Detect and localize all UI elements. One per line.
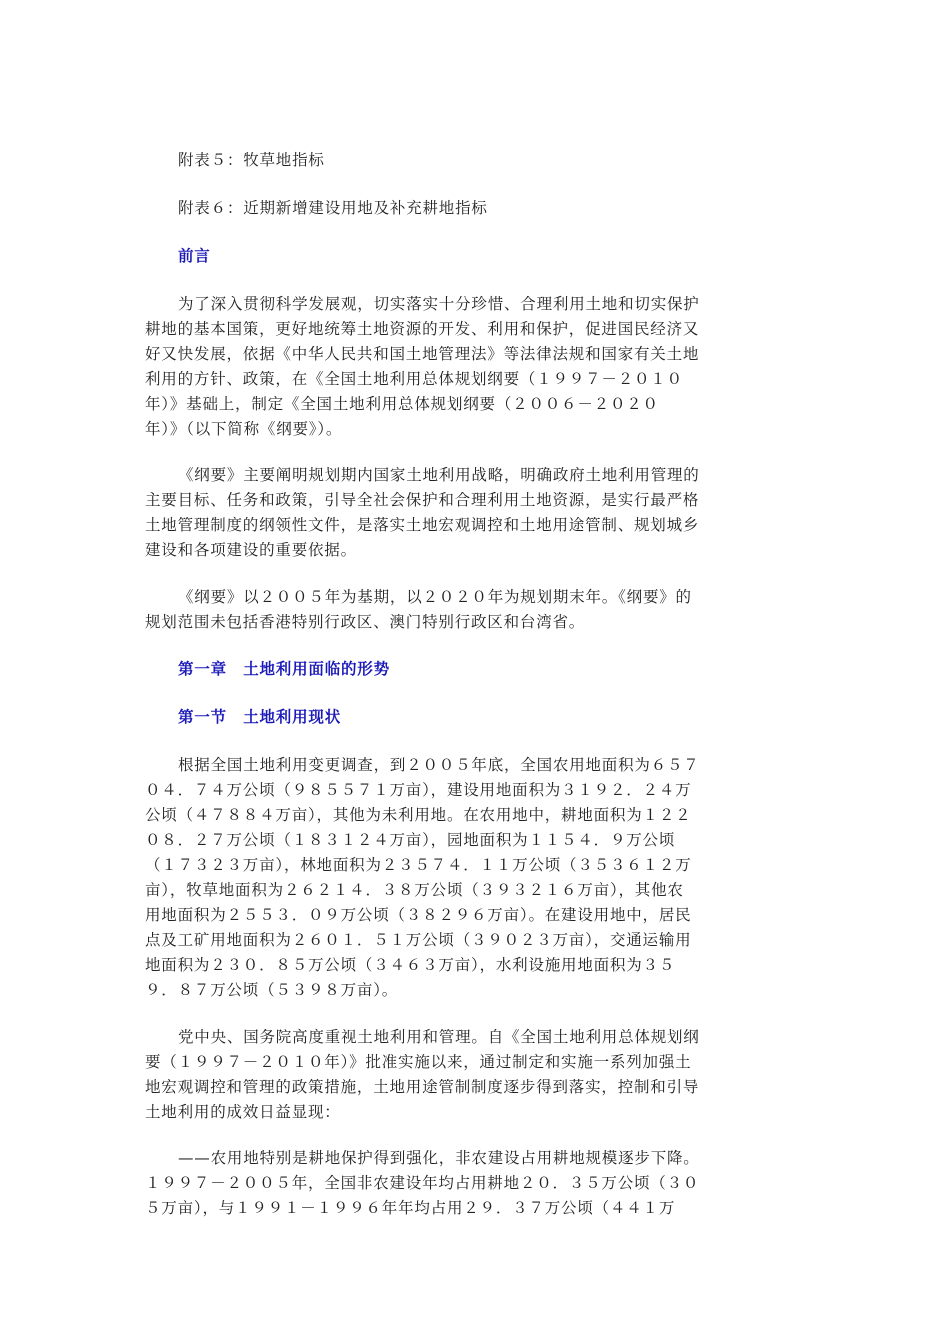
text-line: 建设和各项建设的重要依据。 <box>145 541 357 559</box>
text-line: ０８．２７万公顷（１８３１２４万亩），园地面积为１１５４．９万公顷 <box>145 831 676 849</box>
text-line: 用地面积为２５５３．０９万公顷（３８２９６万亩）。在建设用地中，居民 <box>145 906 692 924</box>
text-line: 利用的方针、政策，在《全国土地利用总体规划纲要（１９９７－２０１０ <box>145 370 683 388</box>
text-line: ０４．７４万公顷（９８５５７１万亩），建设用地面积为３１９２．２４万 <box>145 781 692 799</box>
text-line: 点及工矿用地面积为２６０１．５１万公顷（３９０２３万亩），交通运输用 <box>145 931 692 949</box>
text-line: 地面积为２３０．８５万公顷（３４６３万亩），水利设施用地面积为３５ <box>145 956 676 974</box>
text-line: ５万亩），与１９９１－１９９６年年均占用２９．３７万公顷（４４１万 <box>145 1199 676 1217</box>
text-line: 亩），牧草地面积为２６２１４．３８万公顷（３９３２１６万亩），其他农 <box>145 881 684 899</box>
text-line: 规划范围未包括香港特别行政区、澳门特别行政区和台湾省。 <box>145 613 586 631</box>
text-line: 公顷（４７８８４万亩），其他为未利用地。在农用地中，耕地面积为１２２ <box>145 806 692 824</box>
text-line: 党中央、国务院高度重视土地利用和管理。自《全国土地利用总体规划纲 <box>178 1028 700 1046</box>
chapter-heading: 第一章 土地利用面临的形势 <box>178 660 390 678</box>
text-line: ９．８７万公顷（５３９８万亩）。 <box>145 981 399 999</box>
text-line: 《纲要》以２００５年为基期，以２０２０年为规划期末年。《纲要》的 <box>178 588 692 606</box>
appendix-item-5: 附表５：牧草地指标 <box>178 151 325 169</box>
text-line: 耕地的基本国策，更好地统筹土地资源的开发、利用和保护，促进国民经济又 <box>145 320 700 338</box>
text-line: 根据全国土地利用变更调查，到２００５年底，全国农用地面积为６５７ <box>178 756 700 774</box>
text-line: １９９７－２００５年，全国非农建设年均占用耕地２０．３５万公顷（３０ <box>145 1174 700 1192</box>
appendix-item-6: 附表６：近期新增建设用地及补充耕地指标 <box>178 199 488 217</box>
text-line: 土地利用的成效日益显现： <box>145 1103 341 1121</box>
text-line: 地宏观调控和管理的政策措施，土地用途管制制度逐步得到落实，控制和引导 <box>145 1078 700 1096</box>
text-line: 好又快发展，依据《中华人民共和国土地管理法》等法律法规和国家有关土地 <box>145 345 700 363</box>
section-heading: 第一节 土地利用现状 <box>178 708 342 726</box>
text-line: 土地管理制度的纲领性文件，是落实土地宏观调控和土地用途管制、规划城乡 <box>145 516 700 534</box>
text-line: 为了深入贯彻科学发展观，切实落实十分珍惜、合理利用土地和切实保护 <box>178 295 700 313</box>
text-line: 年）》（以下简称《纲要》）。 <box>145 420 343 438</box>
text-line: 主要目标、任务和政策，引导全社会保护和合理利用土地资源，是实行最严格 <box>145 491 700 509</box>
text-line: 《纲要》主要阐明规划期内国家土地利用战略，明确政府土地利用管理的 <box>178 466 700 484</box>
text-line: ——农用地特别是耕地保护得到强化，非农建设占用耕地规模逐步下降。 <box>178 1149 700 1167</box>
text-line: 要（１９９７－２０１０年）》批准实施以来，通过制定和实施一系列加强土 <box>145 1053 692 1071</box>
text-line: 年）》基础上，制定《全国土地利用总体规划纲要（２００６－２０２０ <box>145 395 659 413</box>
preface-heading: 前言 <box>178 247 211 265</box>
text-line: （１７３２３万亩），林地面积为２３５７４．１１万公顷（３５３６１２万 <box>145 856 692 874</box>
